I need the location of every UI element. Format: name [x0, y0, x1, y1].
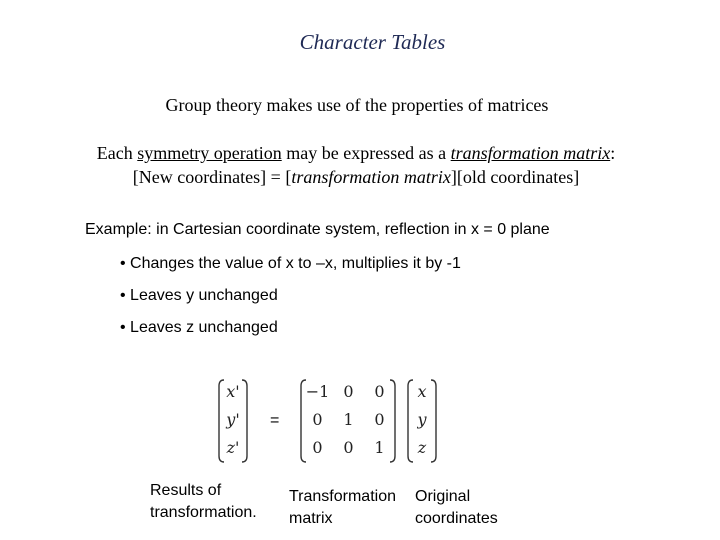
original-x: x — [417, 382, 427, 401]
coordinate-formula — [0, 167, 712, 188]
caption-original — [415, 486, 498, 530]
symmetry-operation-term: symmetry operation — [137, 143, 282, 163]
caption-results — [150, 480, 257, 524]
matrix-cell: 0 — [343, 382, 354, 401]
transformation-matrix-term: transformation matrix — [450, 143, 611, 163]
matrix-cell: 0 — [374, 382, 385, 401]
matrix-cell: 1 — [343, 410, 354, 429]
original-y: y — [417, 410, 427, 429]
intro-text: Group theory makes use of the properties of matrices — [165, 95, 549, 115]
bullet-item: • Leaves y unchanged — [120, 287, 278, 304]
matrix-cell: 0 — [312, 438, 323, 457]
bullet-item: • Changes the value of x to –x, multiplies it by -1 — [120, 255, 461, 272]
line1-mid: may be expressed as a — [281, 143, 451, 163]
symmetry-operation-statement — [0, 143, 712, 164]
transformation-matrix — [300, 378, 396, 464]
caption-line: coordinates — [415, 510, 498, 527]
line2-pre: [New coordinates] = [ — [132, 167, 292, 187]
line1-post: : — [610, 143, 616, 163]
equals-sign: = — [270, 412, 280, 429]
caption-line: matrix — [289, 510, 333, 527]
line2-term: transformation matrix — [291, 167, 451, 187]
original-z: z — [417, 438, 427, 457]
vector-brackets-icon — [407, 378, 437, 464]
caption-line: Transformation — [289, 488, 396, 505]
result-vector — [218, 378, 248, 464]
line1-pre: Each — [96, 143, 138, 163]
matrix-cell: 1 — [374, 438, 385, 457]
example-text: Example: in Cartesian coordinate system, reflection in x = 0 plane — [85, 221, 550, 238]
line2-post: ][old coordinates] — [450, 167, 580, 187]
matrix-cell: 0 — [343, 438, 354, 457]
vector-brackets-icon — [218, 378, 248, 464]
result-y: y' — [226, 410, 240, 429]
caption-line: Original — [415, 488, 471, 505]
matrix-cell: 0 — [312, 410, 323, 429]
caption-line: Results of — [150, 482, 222, 499]
matrix-cell: −1 — [305, 382, 330, 401]
slide-title: Character Tables — [299, 30, 446, 54]
bullet-item: • Leaves z unchanged — [120, 319, 278, 336]
caption-transformation — [289, 486, 396, 530]
matrix-cell: 0 — [374, 410, 385, 429]
caption-line: transformation. — [150, 504, 257, 521]
original-vector — [407, 378, 437, 464]
result-x: x' — [226, 382, 240, 401]
result-z: z' — [226, 438, 240, 457]
matrix-brackets-icon — [300, 378, 396, 464]
